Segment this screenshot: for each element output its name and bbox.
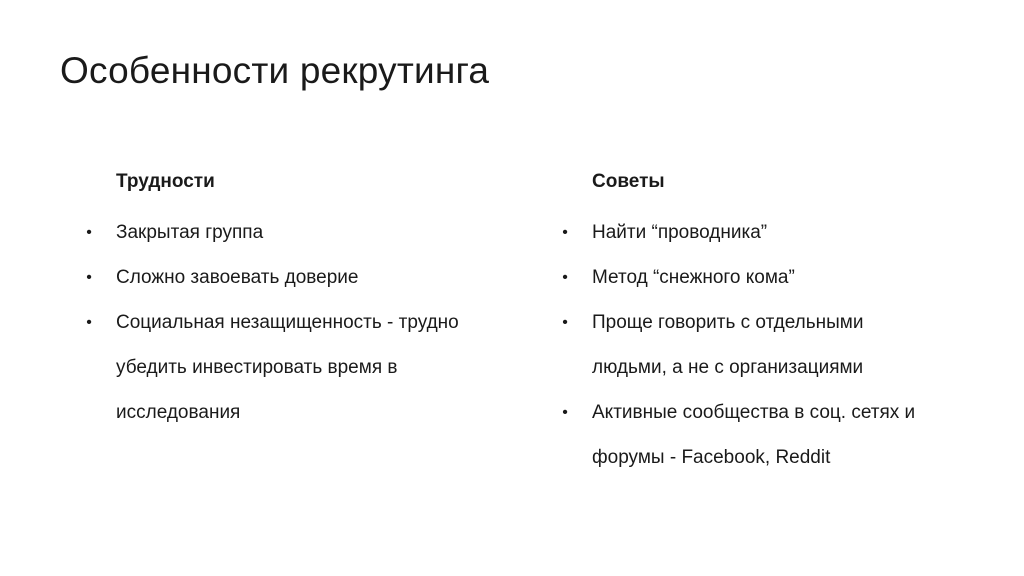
list-item-text: Проще говорить с отдельными людьми, а не с организациями [592,312,864,378]
list-item-text: Активные сообщества в соц. сетях и форумы - Facebook, Reddit [592,402,916,468]
bullet-icon: • [562,269,568,286]
list-item [560,390,980,480]
list-item-text: Социальная незащищенность - трудно убедить инвестировать время в исследования [116,312,459,423]
list-item-text: Сложно завоевать доверие [116,267,359,288]
difficulties-heading: Трудности [116,171,215,192]
list-item-text: Найти “проводника” [592,222,768,243]
bullet-icon: • [562,404,568,421]
list-item-text: Закрытая группа [116,222,264,243]
list-item [84,255,504,300]
difficulties-list [84,210,504,435]
list-item [560,255,980,300]
tips-heading: Советы [592,171,665,192]
list-item [84,300,504,435]
bullet-icon: • [562,314,568,331]
bullet-icon: • [562,224,568,241]
slide-title: Особенности рекрутинга [60,50,490,91]
tips-list [560,210,980,480]
list-item [84,210,504,255]
list-item-text: Метод “снежного кома” [592,267,795,288]
list-item [560,210,980,255]
bullet-icon: • [86,269,92,286]
list-item [560,300,980,390]
difficulties-column [84,166,504,435]
tips-column [560,166,980,480]
bullet-icon: • [86,224,92,241]
bullet-icon: • [86,314,92,331]
